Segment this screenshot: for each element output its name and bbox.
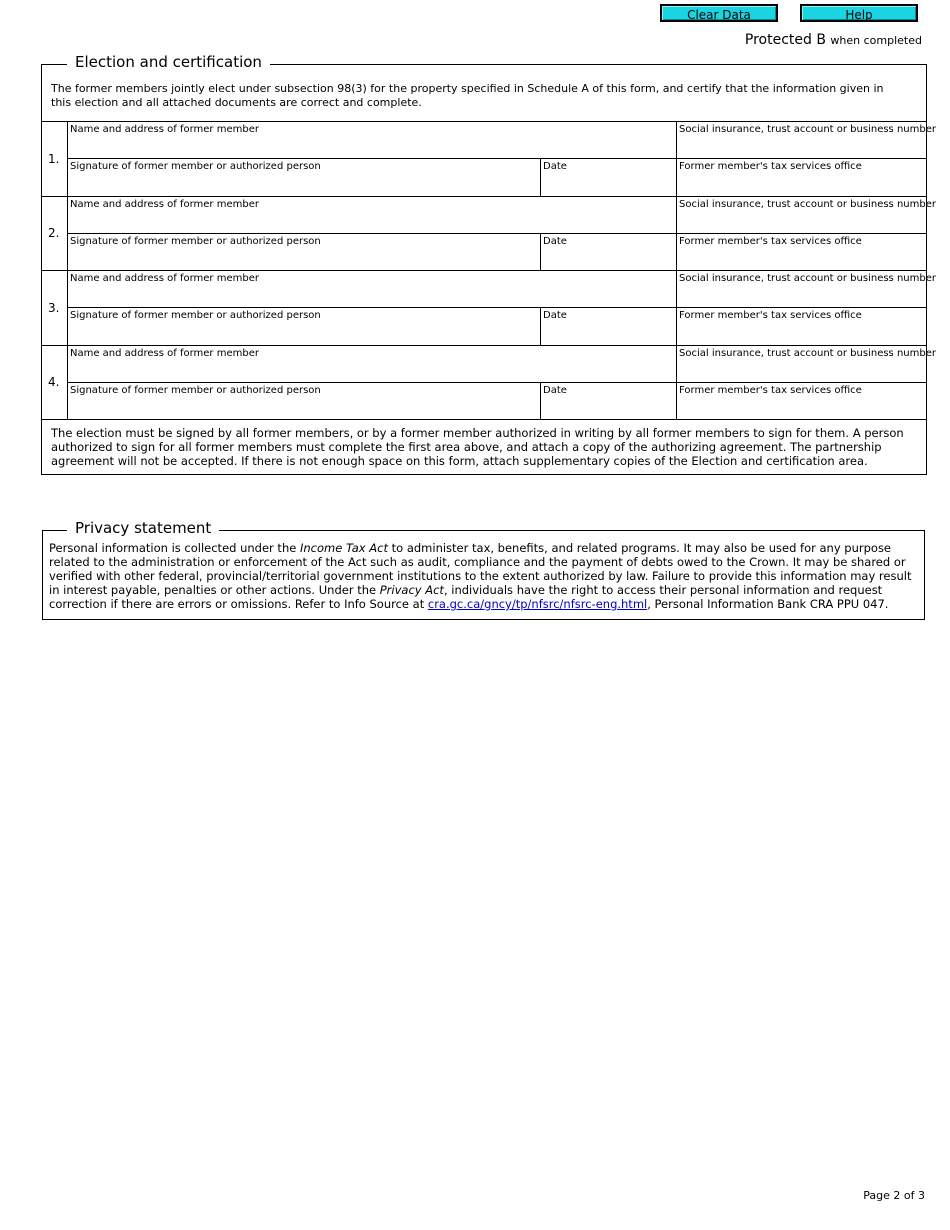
- member-number-cell: [41, 196, 68, 271]
- name-address-label: Name and address of former member: [70, 199, 259, 210]
- signature-field[interactable]: [67, 382, 541, 420]
- election-note: The election must be signed by all former members, or by a former member authorized in writing by all former members to sign for them. A person authorized to sign for all former members must complete the first area above, and attach a copy of the authorizing agreement. The partnership agreement will not be accepted. If there is not enough space on this form, attach supplementary copies of the Election and certification area.: [51, 426, 904, 468]
- signature-label: Signature of former member or authorized person: [70, 161, 321, 172]
- signature-label: Signature of former member or authorized person: [70, 236, 321, 247]
- sin-account-number-field[interactable]: [676, 121, 936, 159]
- signature-label: Signature of former member or authorized person: [70, 310, 321, 321]
- signature-field[interactable]: [67, 307, 541, 346]
- tax-services-office-label: Former member's tax services office: [679, 161, 862, 172]
- sin-account-number-field[interactable]: [676, 270, 936, 308]
- tax-services-office-field[interactable]: [676, 158, 927, 197]
- sin-account-number-label: Social insurance, trust account or business number: [679, 124, 936, 135]
- member-number: 2.: [48, 226, 60, 240]
- member-number: 4.: [48, 375, 60, 389]
- date-field[interactable]: [540, 158, 677, 197]
- sin-account-number-label: Social insurance, trust account or business number: [679, 348, 936, 359]
- signature-label: Signature of former member or authorized person: [70, 385, 321, 396]
- election-section-title: Election and certification: [67, 53, 270, 71]
- signature-field[interactable]: [67, 158, 541, 197]
- tax-services-office-label: Former member's tax services office: [679, 236, 862, 247]
- name-address-field[interactable]: [67, 345, 677, 383]
- info-source-link[interactable]: cra.gc.ca/gncy/tp/nfsrc/nfsrc-eng.html: [427, 597, 648, 611]
- privacy-section-title: Privacy statement: [67, 519, 219, 537]
- date-label: Date: [543, 385, 567, 396]
- tax-services-office-label: Former member's tax services office: [679, 385, 862, 396]
- tax-services-office-label: Former member's tax services office: [679, 310, 862, 321]
- sin-account-number-field[interactable]: [676, 345, 936, 383]
- date-label: Date: [543, 161, 567, 172]
- date-field[interactable]: [540, 307, 677, 346]
- date-field[interactable]: [540, 233, 677, 271]
- name-address-label: Name and address of former member: [70, 273, 259, 284]
- clear-data-button[interactable]: Clear Data: [660, 4, 778, 22]
- tax-services-office-field[interactable]: [676, 233, 927, 271]
- member-number-cell: [41, 270, 68, 346]
- protected-b-label: Protected B when completed: [744, 32, 922, 48]
- name-address-field[interactable]: [67, 196, 677, 234]
- member-number: 3.: [48, 301, 60, 315]
- date-label: Date: [543, 236, 567, 247]
- name-address-field[interactable]: [67, 270, 677, 308]
- signature-field[interactable]: [67, 233, 541, 271]
- page-number: Page 2 of 3: [863, 1189, 925, 1202]
- tax-services-office-field[interactable]: [676, 307, 927, 346]
- privacy-text: Personal information is collected under the Income Tax Act to administer tax, benefits, and related programs. It may also be used for any purpose related to the administration or enforcement of the Act such as audit, compliance and the payment of debts owed to the Crown. It may be shared or verified with other federal, provincial/territorial government institutions to the extent authorized by law. Failure to provide this information may result in interest payable, penalties or other actions. Under the Privacy Act, individuals have the right to access their personal information and request correction if there are errors or omissions. Refer to Info Source at cra.gc.ca/gncy/tp/nfsrc/nfsrc-eng.html, Personal Information Bank CRA PPU 047.: [49, 541, 912, 611]
- date-label: Date: [543, 310, 567, 321]
- name-address-field[interactable]: [67, 121, 677, 159]
- tax-services-office-field[interactable]: [676, 382, 927, 420]
- name-address-label: Name and address of former member: [70, 348, 259, 359]
- member-number: 1.: [48, 152, 60, 166]
- date-field[interactable]: [540, 382, 677, 420]
- name-address-label: Name and address of former member: [70, 124, 259, 135]
- help-button[interactable]: Help: [800, 4, 918, 22]
- member-number-cell: [41, 345, 68, 420]
- sin-account-number-label: Social insurance, trust account or business number: [679, 273, 936, 284]
- sin-account-number-label: Social insurance, trust account or business number: [679, 199, 936, 210]
- election-intro-text: The former members jointly elect under subsection 98(3) for the property specified in Schedule A of this form, and certify that the information given in this election and all attached documents are correct and complete.: [51, 82, 884, 109]
- sin-account-number-field[interactable]: [676, 196, 936, 234]
- member-number-cell: [41, 121, 68, 197]
